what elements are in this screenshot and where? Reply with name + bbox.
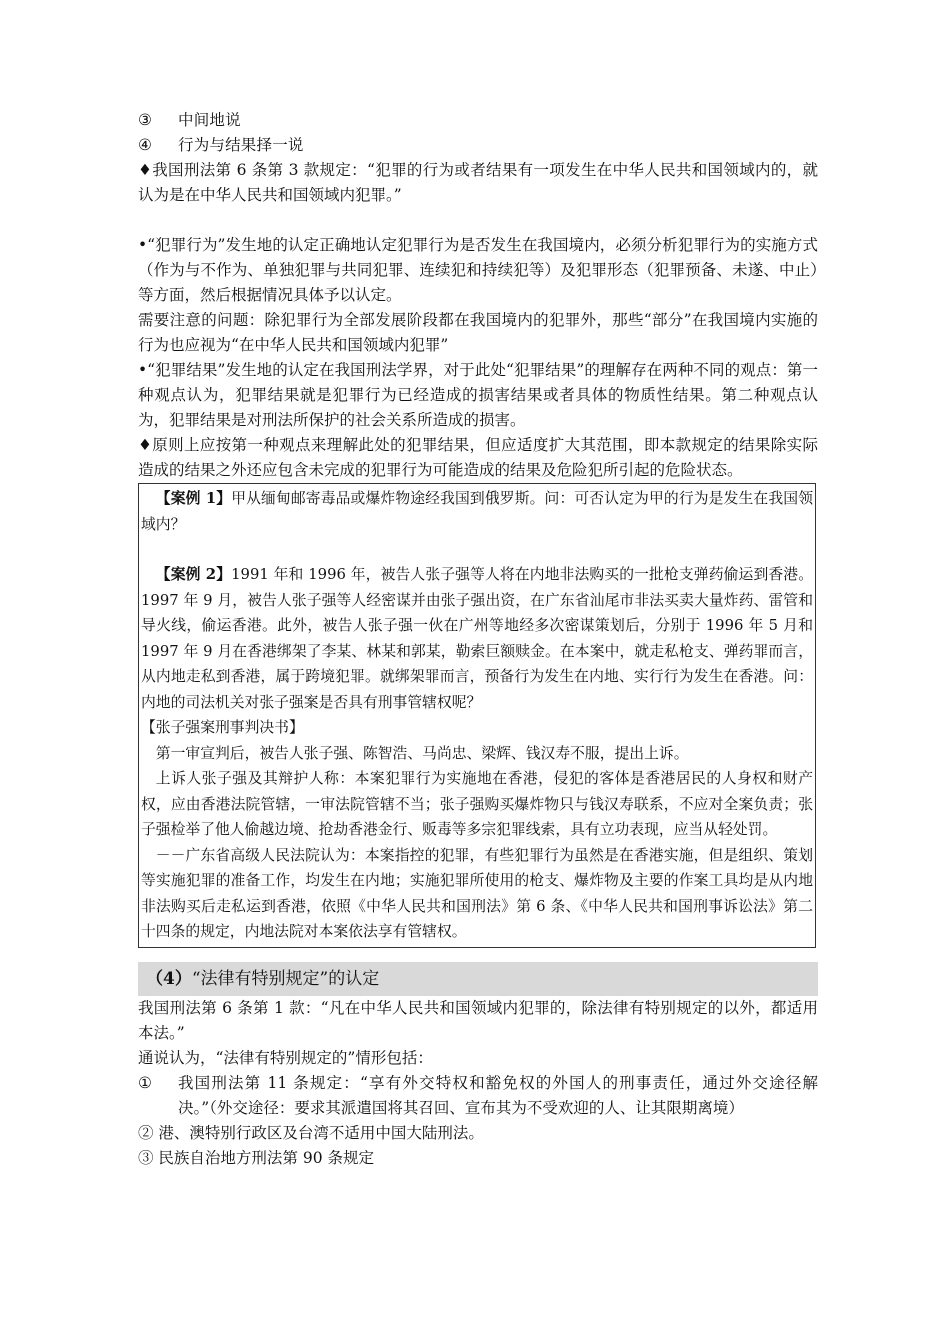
principle-paragraph: ♦原则上应按第一种观点来理解此处的犯罪结果，但应适度扩大其范围，即本款规定的结果除实际造成的结果之外还应包含未完成的犯罪行为可能造成的结果及危险犯所引起的危险状态。 — [138, 436, 818, 479]
case-1 — [139, 486, 815, 537]
list-item — [138, 1071, 818, 1121]
act-location-paragraph: •“犯罪行为”发生地的认定正确地认定犯罪行为是否发生在我国境内，必须分析犯罪行为的实施方式（作为与不作为、单独犯罪与共同犯罪、连续犯和持续犯等）及犯罪形态（犯罪预备、未遂、中止）等方面，然后根据情况具体予以认定。 — [138, 236, 818, 304]
judgment-paragraph: 第一审宣判后，被告人张子强、陈智浩、马尚忠、梁辉、钱汉寿不服，提出上诉。 — [155, 744, 689, 762]
spacer — [139, 537, 815, 562]
list-item — [138, 133, 818, 158]
judgment-paragraph: 上诉人张子强及其辩护人称：本案犯罪行为实施地在香港，侵犯的客体是香港居民的人身权和财产权，应由香港法院管辖，一审法院管辖不当；张子强购买爆炸物只与钱汉寿联系，不应对全案负责；张子强检举了他人偷越边境、抢劫香港金行、贩毒等多宗犯罪线索，具有立功表现，应当从轻处罚。 — [141, 770, 813, 838]
result-location-paragraph: •“犯罪结果”发生地的认定在我国刑法学界，对于此处“犯罪结果”的理解存在两种不同的观点：第一种观点认为，犯罪结果就是犯罪行为已经造成的损害结果或者具体的物质性结果。第二种观点认为，犯罪结果是对刑法所保护的社会关系所造成的损害。 — [138, 361, 818, 429]
item-text: 中间地说 — [178, 111, 241, 129]
case-text: 1991 年和 1996 年，被告人张子强等人将在内地非法购买的一批枪支弹药偷运到香港。1997 年 9 月，被告人张子强等人经密谋并由张子强出资，在广东省汕尾市非法买卖大量炸药、雷管和导火线，偷运香港。此外，被告人张子强一伙在广州等地经多次密谋策划后，分别于 1996 年 5 月和 1997 年 9 月在香港绑架了李某、林某和郭某，勒索巨额赎金。在本案中，就走私枪支、弹药罪而言，从内地走私到香港，属于跨境犯罪。就绑架罪而言，预备行为发生在内地、实行行为发生在香港。问：内地的司法机关对张子强案是否具有刑事管辖权呢？ — [141, 566, 813, 711]
list-item: ③ 民族自治地方刑法第 90 条规定 — [138, 1148, 375, 1167]
item-number: ① — [138, 1073, 152, 1092]
case-label: 【案例 2】 — [155, 566, 232, 583]
judgment-title: 【张子强案刑事判决书】 — [141, 719, 304, 736]
list-item: ② 港、澳特别行政区及台湾不适用中国大陆刑法。 — [138, 1123, 484, 1142]
item-number: ③ — [138, 111, 153, 129]
case-label: 【案例 1】 — [155, 490, 232, 507]
section-paragraph: 通说认为，“法律有特别规定的”情形包括： — [138, 1048, 433, 1067]
note-paragraph: 需要注意的问题：除犯罪行为全部发展阶段都在我国境内的犯罪外，那些“部分”在我国境内实施的行为也应视为“在中华人民共和国领域内犯罪” — [138, 311, 818, 354]
section-heading — [138, 962, 818, 996]
case-text: 甲从缅甸邮寄毒品或爆炸物途经我国到俄罗斯。问：可否认定为甲的行为是发生在我国领域内？ — [141, 490, 813, 533]
law-paragraph: ♦我国刑法第 6 条第 3 款规定：“犯罪的行为或者结果有一项发生在中华人民共和国领域内的，就认为是在中华人民共和国领域内犯罪。” — [138, 161, 818, 204]
section-paragraph: 我国刑法第 6 条第 1 款：“凡在中华人民共和国领域内犯罪的，除法律有特别规定的以外，都适用本法。” — [138, 998, 818, 1042]
section-title: “法律有特别规定”的认定 — [191, 968, 380, 989]
item-text: 行为与结果择一说 — [178, 136, 304, 154]
case-box — [138, 483, 816, 948]
spacer — [138, 208, 818, 233]
case-2 — [139, 562, 815, 715]
judgment-paragraph: －－广东省高级人民法院认为：本案指控的犯罪，有些犯罪行为虽然是在香港实施，但是组织、策划等实施犯罪的准备工作，均发生在内地；实施犯罪所使用的枪支、爆炸物及主要的作案工具均是从内地非法购买后走私运到香港，依照《中华人民共和国刑法》第 6 条、《中华人民共和国刑事诉讼法》第二十四条的规定，内地法院对本案依法享有管辖权。 — [141, 846, 813, 940]
list-item — [138, 108, 818, 133]
item-text: 我国刑法第 11 条规定：“享有外交特权和豁免权的外国人的刑事责任，通过外交途径解决。”（外交途径：要求其派遣国将其召回、宣布其为不受欢迎的人、让其限期离境） — [178, 1073, 818, 1117]
section-number: （4） — [146, 968, 192, 989]
item-number: ④ — [138, 136, 153, 154]
document-page — [138, 108, 818, 1171]
